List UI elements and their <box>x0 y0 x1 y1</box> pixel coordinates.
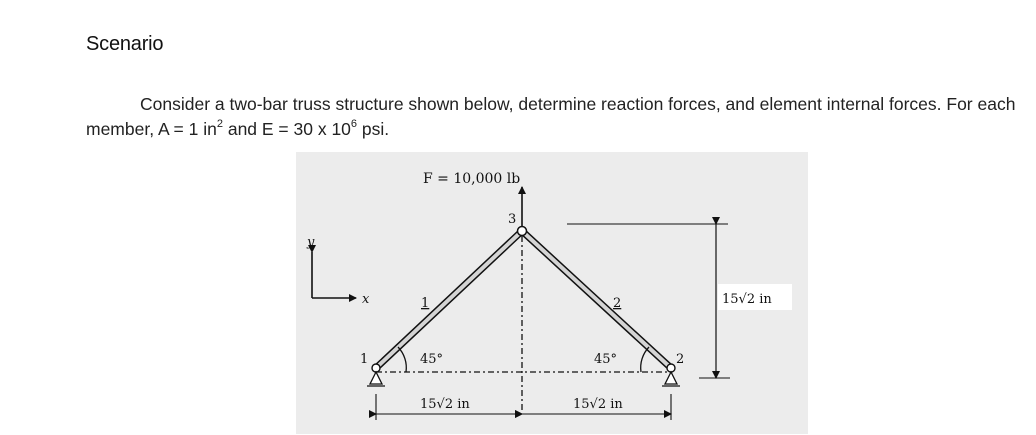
element-1-label: 1 <box>421 296 430 311</box>
force-label: F = 10,000 lb <box>423 171 521 187</box>
paragraph-text-2: forces. For each member, A = 1 in <box>86 94 1016 139</box>
paragraph-text-3: and E = 30 x 10 <box>222 119 351 139</box>
span-left-label: 15√2 in <box>420 397 470 412</box>
angle-label-left: 45° <box>420 352 444 367</box>
truss-diagram <box>296 152 808 434</box>
pin-support-left <box>367 364 385 386</box>
node-1-label: 1 <box>360 352 369 367</box>
span-right-label: 15√2 in <box>573 397 623 412</box>
scenario-paragraph <box>86 92 1016 142</box>
span-dimension <box>376 394 671 420</box>
modulus-exponent: 6 <box>350 118 358 131</box>
height-label: 15√2 in <box>722 292 772 307</box>
coordinate-axes <box>306 235 370 307</box>
x-axis-label: x <box>362 292 370 307</box>
area-exponent: 2 <box>216 118 223 131</box>
node-2-label: 2 <box>676 352 685 367</box>
angle-label-right: 45° <box>594 352 618 367</box>
element-2-label: 2 <box>613 296 622 311</box>
node-3 <box>518 227 527 236</box>
section-heading: Scenario <box>86 33 164 55</box>
node-3-label: 3 <box>508 212 517 227</box>
paragraph-text-4: psi. <box>357 119 390 139</box>
paragraph-text-1: Consider a two-bar truss structure shown below, determine reaction forces, and element internal <box>140 94 885 114</box>
pin-support-right <box>662 364 680 386</box>
truss-figure <box>296 152 808 434</box>
y-axis-label: y <box>307 235 315 250</box>
